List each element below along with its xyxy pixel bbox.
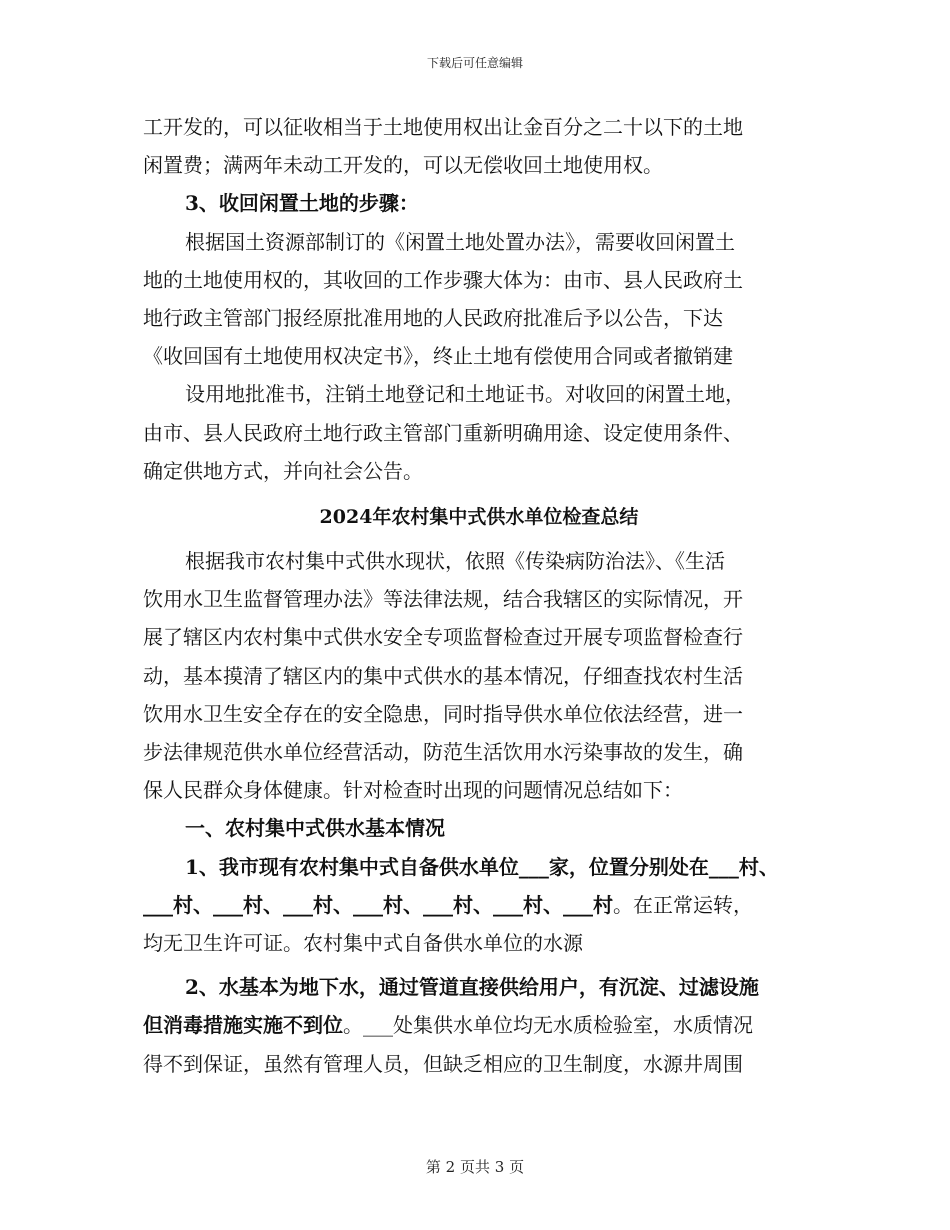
text-line: 均无卫生许可证。农村集中式自备供水单位的水源 [143,930,583,955]
document-title: 2024年农村集中式供水单位检查总结 [319,505,639,528]
text-line: 设用地批准书，注销土地登记和土地证书。对收回的闲置土地， [185,382,745,407]
text-line: 由市、县人民政府土地行政主管部门重新明确用途、设定使用条件、 [143,420,743,445]
plain-text: 。___处集供水单位均无水质检验室，水质情况 [343,1013,753,1038]
section-heading: 一、农村集中式供水基本情况 [185,816,445,841]
text-line: 保人民群众身体健康。针对检查时出现的问题情况总结如下： [143,778,683,803]
text-line: 1、我市现有农村集中式自备供水单位___家，位置分别处在___村、 [185,854,779,879]
page-footer: 第 2 页共 3 页 [425,1158,525,1176]
document-body [143,108,815,1083]
text-line: 展了辖区内农村集中式供水安全专项监督检查过开展专项监督检查行 [143,625,743,650]
text-line: 根据我市农村集中式供水现状，依照《传染病防治法》、《生活 [185,549,725,574]
section-heading: 3、收回闲置土地的步骤： [185,191,419,216]
text-line: 根据国土资源部制订的《闲置土地处置办法》，需要收回闲置土 [185,229,735,254]
text-line: 地的土地使用权的，其收回的工作步骤大体为：由市、县人民政府土 [143,267,743,292]
text-line: 步法律规范供水单位经营活动，防范生活饮用水污染事故的发生，确 [143,740,743,764]
page-header: 下载后可任意编辑 [426,56,523,70]
text-line: 地行政主管部门报经原批准用地的人民政府批准后予以公告，下达 [143,305,723,330]
text-line [143,886,815,924]
text-line: 《收回国有土地使用权决定书》，终止土地有偿使用合同或者撤销建 [143,344,733,369]
plain-text: 。在正常运转， [613,892,753,917]
text-line: 得不到保证，虽然有管理人员，但缺乏相应的卫生制度，水源井周围 [143,1051,743,1076]
text-line [143,1006,815,1044]
text-line: 工开发的，可以征收相当于土地使用权出让金百分之二十以下的土地 [143,115,743,139]
text-line: 确定供地方式，并向社会公告。 [143,458,423,483]
text-line: 饮用水卫生监督管理办法》等法律法规，结合我辖区的实际情况，开 [143,587,743,612]
text-line: 闲置费；满两年未动工开发的，可以无偿收回土地使用权。 [143,153,663,178]
bold-text: ___村、___村、___村、___村、___村、___村、___村 [143,892,613,917]
text-line: 动，基本摸清了辖区内的集中式供水的基本情况，仔细查找农村生活 [143,663,743,688]
text-line: 2、水基本为地下水，通过管道直接供给用户，有沉淀、过滤设施 [185,975,759,1000]
bold-text: 但消毒措施实施不到位 [143,1013,343,1038]
text-line: 饮用水卫生安全存在的安全隐患，同时指导供水单位依法经营，进一 [143,701,743,726]
